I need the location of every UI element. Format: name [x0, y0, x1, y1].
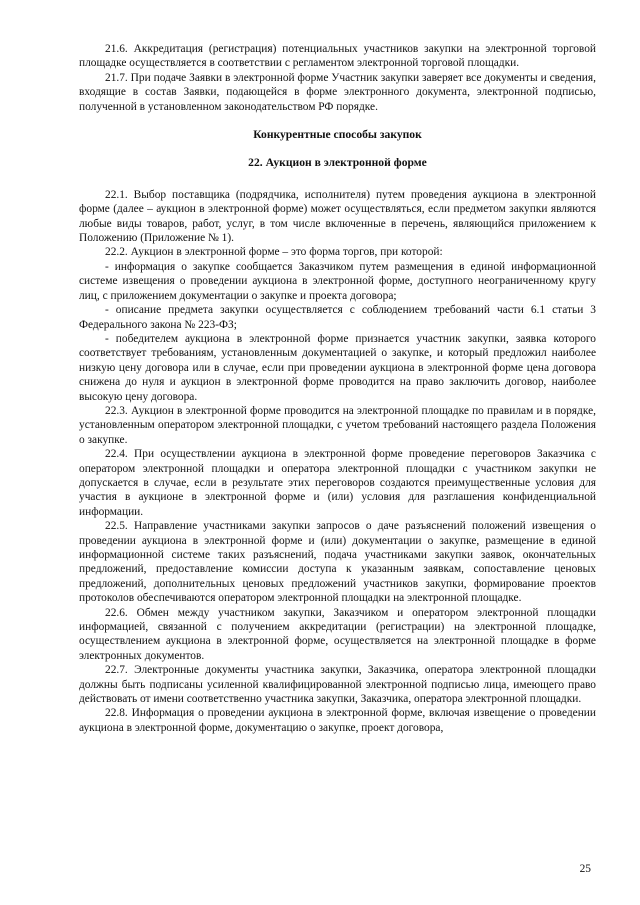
page-number: 25 — [579, 863, 591, 875]
document-body — [79, 42, 596, 735]
paragraph-22-5: 22.5. Направление участниками закупки запросов о даче разъяснений положений извещения о проведении аукциона в электронной форме и (или) документации о закупке, размещение в единой информационной системе таких разъяснений, подача участниками закупки заявок, окончательных предложений, предоставление комиссии доступа к указанным заявкам, сопоставление ценовых предложений, дополнительных ценовых предложений участников закупки, формирование проектов протоколов обеспечиваются оператором электронной площадки на электронной площадке. — [79, 520, 596, 605]
section-heading: Конкурентные способы закупок — [253, 128, 422, 142]
list-item-description: - описание предмета закупки осуществляется с соблюдением требований части 6.1 статьи 3 Федерального закона № 223-ФЗ; — [79, 304, 596, 331]
paragraph-21-6: 21.6. Аккредитация (регистрация) потенциальных участников закупки на электронной торговой площадке осуществляется в соответствии с регламентом электронной торговой площадки. — [79, 43, 596, 70]
paragraph-22-7: 22.7. Электронные документы участника закупки, Заказчика, оператора электронной площадки должны быть подписаны усиленной квалифицированной электронной подписью лица, имеющего право действовать от имени соответственно участника закупки, Заказчика, оператора электронной площадки. — [79, 664, 596, 706]
paragraph-22-4: 22.4. При осуществлении аукциона в электронной форме проведение переговоров Заказчика с оператором электронной площадки и оператора электронной площадки с участником закупки не допускается в случае, если в результате этих переговоров создаются преимущественные условия для участия в аукционе в электронной форме и (или) условия для разглашения конфиденциальной информации. — [79, 448, 596, 518]
list-item-info: - информация о закупке сообщается Заказчиком путем размещения в единой информационной системе извещения о проведении аукциона в электронной форме, доступного неограниченному кругу лиц, с приложением документации о закупке и проекта договора; — [79, 260, 596, 302]
paragraph-22-8: 22.8. Информация о проведении аукциона в электронной форме, включая извещение о проведении аукциона в электронной форме, документацию о закупке, проект договора, — [79, 707, 596, 734]
subsection-heading: 22. Аукцион в электронной форме — [248, 156, 427, 170]
paragraph-21-7: 21.7. При подаче Заявки в электронной форме Участник закупки заверяет все документы и сведения, входящие в состав Заявки, подающейся в форме электронного документа, электронной подписью, полученной в установленном законодательством РФ порядке. — [79, 71, 596, 113]
paragraph-22-3: 22.3. Аукцион в электронной форме проводится на электронной площадке по правилам и в порядке, установленным оператором электронной площадки, с учетом требований настоящего раздела Положения о закупке. — [79, 404, 596, 446]
list-item-winner: - победителем аукциона в электронной форме признается участник закупки, заявка которого соответствует требованиям, установленным документацией о закупке, и который предложил наиболее низкую цену договора или в случае, если при проведении аукциона в электронной форме цена договора снижена до нуля и аукцион в электронной форме проводится на право заключить договор, наиболее высокую цену договора. — [79, 332, 596, 403]
paragraph-22-1: 22.1. Выбор поставщика (подрядчика, исполнителя) путем проведения аукциона в электронной форме (далее – аукцион в электронной форме) может осуществляться, если предметом закупки являются любые виды товаров, работ, услуг, в том числе включенные в перечень, являющийся приложением к Положению (Приложение № 1). — [79, 188, 596, 245]
paragraph-22-2: 22.2. Аукцион в электронной форме – это форма торгов, при которой: — [105, 246, 443, 259]
paragraph-22-6: 22.6. Обмен между участником закупки, Заказчиком и оператором электронной площадки информацией, связанной с получением аккредитации (регистрации) на электронной площадке, осуществлением аукциона в электронной форме, осуществляется на электронной площадке в форме электронных документов. — [79, 606, 596, 662]
